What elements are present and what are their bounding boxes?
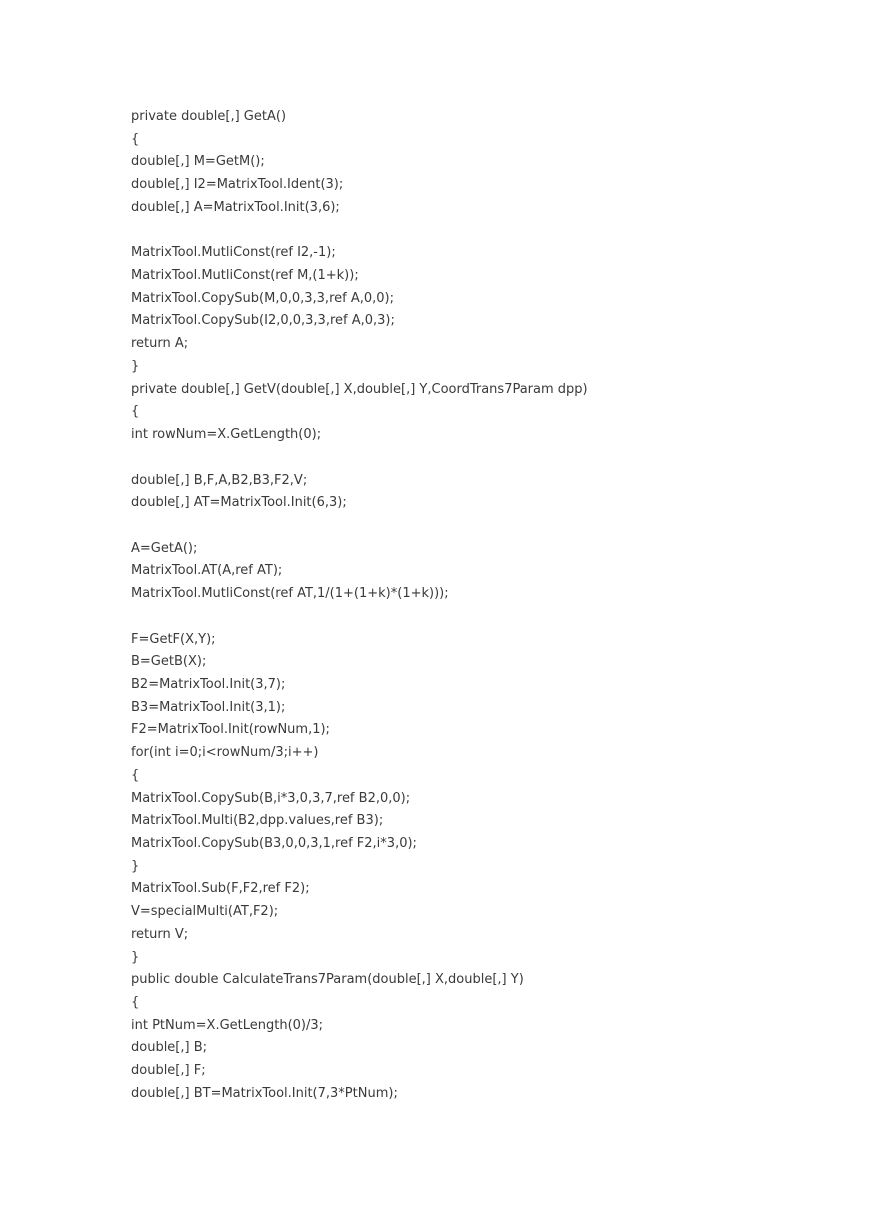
code-line: for(int i=0;i<rowNum/3;i++) xyxy=(131,745,319,761)
code-line: { xyxy=(131,404,140,420)
code-line: return A; xyxy=(131,336,189,352)
code-line: B2=MatrixTool.Init(3,7); xyxy=(131,676,286,692)
code-line: private double[,] GetV(double[,] X,double[,] Y,CoordTrans7Param dpp) xyxy=(131,381,588,397)
code-line xyxy=(131,447,831,470)
code-line: MatrixTool.CopySub(I2,0,0,3,3,ref A,0,3); xyxy=(131,313,395,329)
code-line: MatrixTool.CopySub(B,i*3,0,3,7,ref B2,0,0); xyxy=(131,790,411,806)
code-line: double[,] M=GetM(); xyxy=(131,154,265,170)
code-line: { xyxy=(131,995,140,1011)
code-line: private double[,] GetA() xyxy=(131,109,287,124)
code-line: MatrixTool.MutliConst(ref AT,1/(1+(1+k)*(1+k))); xyxy=(131,586,449,602)
code-line xyxy=(131,606,831,629)
code-line: F2=MatrixTool.Init(rowNum,1); xyxy=(131,722,330,738)
code-line: B=GetB(X); xyxy=(131,654,207,670)
code-line: double[,] F; xyxy=(131,1063,206,1079)
code-line: A=GetA(); xyxy=(131,540,198,556)
code-line: double[,] B,F,A,B2,B3,F2,V; xyxy=(131,472,308,488)
code-line: public double CalculateTrans7Param(double[,] X,double[,] Y) xyxy=(131,972,524,988)
code-line: int rowNum=X.GetLength(0); xyxy=(131,427,322,443)
code-line: MatrixTool.Sub(F,F2,ref F2); xyxy=(131,881,310,897)
code-line: int PtNum=X.GetLength(0)/3; xyxy=(131,1017,324,1033)
code-line: double[,] I2=MatrixTool.Ident(3); xyxy=(131,177,344,193)
code-line: double[,] B; xyxy=(131,1040,208,1056)
code-line: MatrixTool.CopySub(M,0,0,3,3,ref A,0,0); xyxy=(131,290,394,306)
code-line: MatrixTool.AT(A,ref AT); xyxy=(131,563,283,579)
code-line xyxy=(131,220,831,243)
code-line: double[,] A=MatrixTool.Init(3,6); xyxy=(131,199,340,215)
code-line: } xyxy=(131,358,140,374)
code-line: MatrixTool.MutliConst(ref M,(1+k)); xyxy=(131,268,359,284)
code-line: MatrixTool.MutliConst(ref I2,-1); xyxy=(131,245,336,261)
code-line: MatrixTool.CopySub(B3,0,0,3,1,ref F2,i*3,0); xyxy=(131,836,417,851)
code-line: { xyxy=(131,131,140,147)
code-line xyxy=(131,515,831,538)
code-line: MatrixTool.Multi(B2,dpp.values,ref B3); xyxy=(131,813,384,829)
code-line: B3=MatrixTool.Init(3,1); xyxy=(131,699,286,715)
code-line: } xyxy=(131,949,140,965)
code-line: double[,] BT=MatrixTool.Init(7,3*PtNum); xyxy=(131,1085,398,1101)
code-line: } xyxy=(131,858,140,874)
code-line: return V; xyxy=(131,926,189,942)
code-line: double[,] AT=MatrixTool.Init(6,3); xyxy=(131,495,347,511)
code-line: F=GetF(X,Y); xyxy=(131,631,216,647)
code-line: V=specialMulti(AT,F2); xyxy=(131,904,279,920)
code-document xyxy=(131,106,831,1106)
code-line: { xyxy=(131,767,140,783)
